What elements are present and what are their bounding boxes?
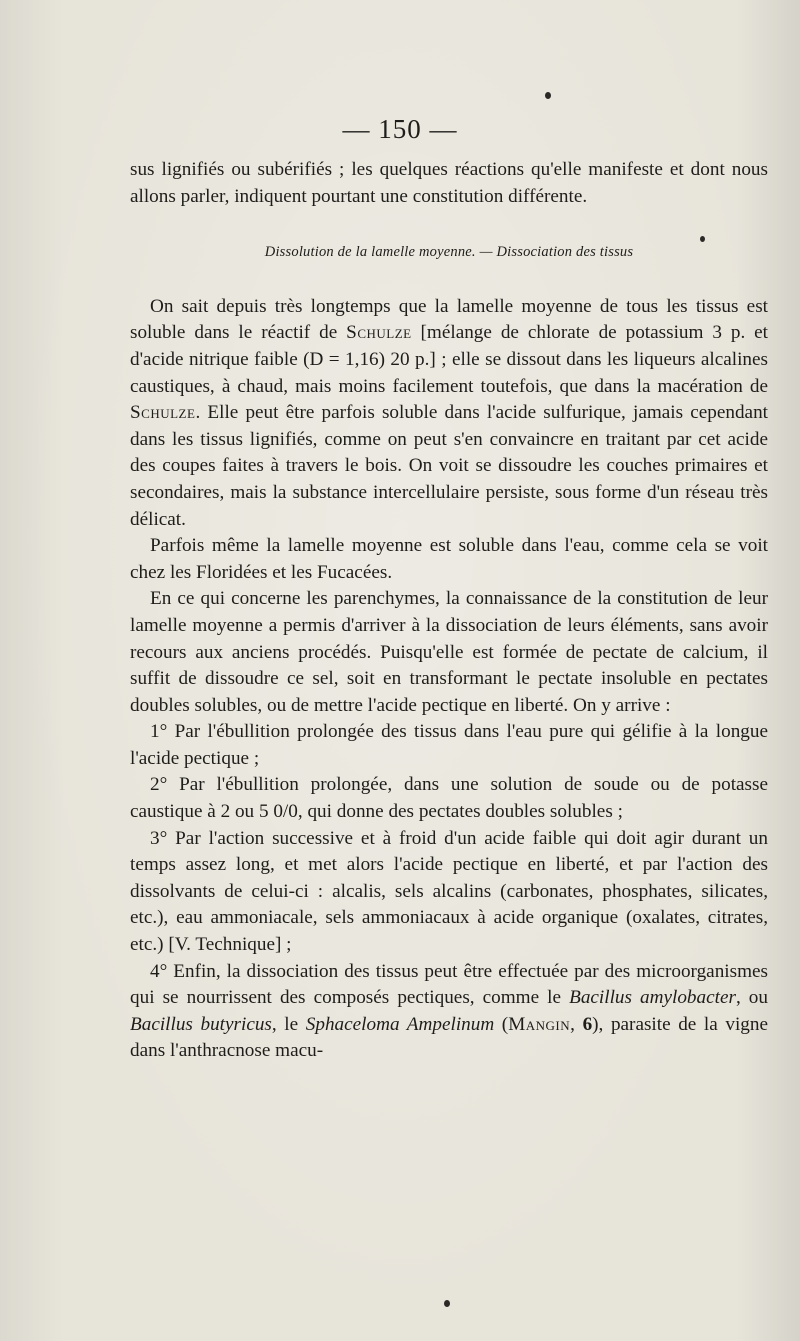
- text-run: 4° Enfin, la dissociation des tissus peut être effectuée par des microorganismes qui se nourrissent des composés pectiques, comme le: [130, 960, 768, 1009]
- text-run: , ou: [735, 987, 768, 1009]
- paragraph-schulze: [130, 294, 768, 533]
- text-run: [mélange de chlorate de potassium 3 p. et d'acide nitrique faible (D = 1,16) 20 p.] ; elle se dissout dans les liqueurs alcalines caustiques, à chaud, mais moins facilement toutefois, que dans la macération de: [130, 322, 769, 397]
- ink-speck: [444, 1300, 450, 1307]
- text-run: . Elle peut être parfois soluble dans l'acide sulfurique, jamais cependant dans les tissus lignifiés, comme on peut s'en convaincre en traitant par cet acide des coupes faites à travers le bois. On voit se dissoudre les couches primaires et secondaires, mais la substance intercellulaire persiste, sous forme d'un réseau très délicat.: [130, 402, 768, 530]
- species-name: Bacillus amylobacter: [569, 987, 736, 1009]
- list-item-2: 2° Par l'ébullition prolongée, dans une solution de soude ou de potasse caustique à 2 ou 5 0/0, qui donne des pectates doubles solubles ;: [130, 774, 768, 823]
- text-run: On sait depuis très longtemps que la lamelle moyenne de tous les tissus est soluble dans le réactif de: [130, 295, 768, 344]
- paragraph-continuation: sus lignifiés ou subérifiés ; les quelques réactions qu'elle manifeste et dont nous allons parler, indiquent pourtant une constitution différente.: [130, 159, 768, 207]
- reference-number: 6: [582, 1013, 593, 1035]
- list-item-3: 3° Par l'action successive et à froid d'un acide faible qui doit agir durant un temps assez long, et met alors l'acide pectique en liberté, et par l'action des dissolvants de celui-ci : alcalis, sels alcalins (carbonates, phosphates, silicates, etc.), eau ammoniacale, sels ammoniacaux à acide organique (oxalates, citrates, etc.) [V. Technique] ;: [130, 827, 768, 956]
- text-run: , le: [271, 1013, 306, 1035]
- text-run: ), parasite de la vigne dans l'anthracnose macu-: [130, 1013, 769, 1062]
- body-text: [130, 157, 768, 1065]
- page-number: — 150 —: [342, 114, 458, 144]
- author-name: Mangin: [508, 1013, 571, 1035]
- section-heading: Dissolution de la lamelle moyenne. — Dissociation des tissus: [264, 244, 634, 261]
- author-name: Schulze: [346, 322, 412, 344]
- species-name: Bacillus butyricus: [130, 1013, 272, 1035]
- species-name: Sphaceloma Ampelinum: [305, 1013, 495, 1035]
- list-item-4: [130, 959, 768, 1065]
- ink-speck: [545, 92, 551, 99]
- paragraph-water-soluble: Parfois même la lamelle moyenne est soluble dans l'eau, comme cela se voit chez les Floridées et les Fucacées.: [130, 535, 768, 583]
- paragraph-parenchymes: En ce qui concerne les parenchymes, la connaissance de la constitution de leur lamelle moyenne a permis d'arriver à la dissociation de leurs éléments, sans avoir recours aux anciens procédés. Puisqu'elle est formée de pectate de calcium, il suffit de dissoudre ce sel, soit en transformant le pectate insoluble en pectates doubles solubles, ou de mettre l'acide pectique en liberté. On y arrive :: [130, 588, 768, 716]
- ink-speck: [700, 236, 705, 242]
- author-name: Schulze: [130, 402, 196, 424]
- text-run: (: [494, 1013, 509, 1035]
- list-item-1: 1° Par l'ébullition prolongée des tissus dans l'eau pure qui gélifie à la longue l'acide pectique ;: [130, 721, 768, 769]
- text-run: ,: [570, 1013, 583, 1035]
